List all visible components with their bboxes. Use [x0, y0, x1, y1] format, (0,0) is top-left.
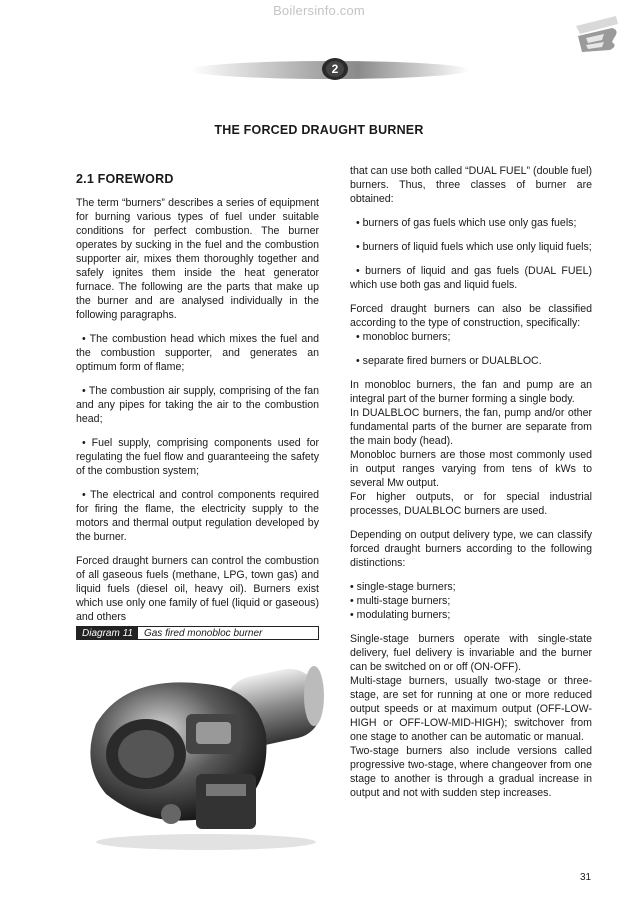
output-delivery-paragraph: Depending on output delivery type, we can classify forced draught burners according to the following distinctions:: [350, 529, 592, 569]
list-item: • multi-stage burners;: [350, 595, 451, 607]
brand-logo-icon: [572, 12, 622, 54]
list-item: • The combustion air supply, comprising of the fan and any pipes for taking the air to the combustion head;: [76, 385, 319, 425]
diagram-number: Diagram 11: [77, 627, 138, 639]
list-item: • Fuel supply, comprising components used for regulating the fuel flow and guaranteeing the safety of the combustion system;: [76, 437, 319, 477]
list-item: • monobloc burners;: [356, 331, 451, 343]
list-item: • burners of liquid fuels which use only liquid fuels;: [356, 241, 592, 253]
dual-fuel-paragraph: that can use both called “DUAL FUEL” (double fuel) burners. Thus, three classes of burner are obtained:: [350, 165, 592, 205]
fuels-paragraph: Forced draught burners can control the combustion of all gaseous fuels (methane, LPG, town gas) and liquid fuels (diesel oil, heavy oil). Burners exist which use only one family of fuel (liquid or gaseous) and others: [76, 555, 319, 623]
diagram-caption: [76, 626, 319, 640]
list-item: • burners of gas fuels which use only gas fuels;: [356, 217, 577, 229]
monobloc-paragraphs: [350, 378, 592, 518]
burner-classes-list: [350, 216, 592, 292]
multi-stage-text: Multi-stage burners, usually two-stage or three-stage, are set for running at one or more reduced output speeds or at maximum output (OFF-LOW-HIGH or OFF-LOW-MID-HIGH); switchover from one stage to another can be automatic or manual.: [350, 675, 592, 743]
construction-paragraph: Forced draught burners can also be classified according to the type of construction, specifically:: [350, 303, 592, 329]
single-stage-text: Single-stage burners operate with single-state delivery, fuel delivery is invariable and the burner can be switched on or off (ON-OFF).: [350, 633, 592, 673]
industrial-text: For higher outputs, or for special industrial processes, DUALBLOC burners are used.: [350, 491, 592, 517]
foreword-heading: 2.1 FOREWORD: [76, 172, 174, 186]
list-item: • modulating burners;: [350, 609, 451, 621]
dualbloc-text: In DUALBLOC burners, the fan, pump and/or other fundamental parts of the burner are separate from the main body (head).: [350, 407, 592, 447]
output-range-text: Monobloc burners are those most commonly used in output ranges varying from tens of kWs to several Mw output.: [350, 449, 592, 489]
list-item: • separate fired burners or DUALBLOC.: [356, 355, 542, 367]
diagram-title: Gas fired monobloc burner: [143, 628, 263, 639]
two-stage-text: Two-stage burners also include versions called progressive two-stage, where changeover from one stage to another is through a gradual increase in output and not with sudden step increases.: [350, 745, 592, 799]
burner-parts-list: [76, 332, 319, 544]
list-item: • single-stage burners;: [350, 581, 456, 593]
list-item: • The combustion head which mixes the fuel and the combustion supporter, and generates an optimum form of flame;: [76, 333, 319, 373]
stage-types-list: [350, 580, 592, 622]
burner-image: [66, 644, 336, 854]
page-number: 31: [580, 872, 592, 883]
foreword-paragraph: The term “burners” describes a series of equipment for burning various types of fuel under suitable conditions for perfect combustion. The burner operates by sucking in the fuel and the combustion supporter air, mixes them thoroughly together and safely ignites them inside the heat generator furnace. The following are the parts that make up the burner and are analysed individually in the following paragraphs.: [76, 197, 319, 321]
chapter-number: 2: [331, 62, 339, 76]
watermark-text: Boilersinfo.com: [273, 3, 365, 18]
right-column: [350, 164, 592, 800]
list-item: • burners of liquid and gas fuels (DUAL FUEL) which use both gas and liquid fuels.: [350, 265, 592, 291]
list-item: • The electrical and control components required for firing the flame, the electricity supply to the motors and thermal output regulation developed by the burner.: [76, 489, 319, 543]
construction-list: [350, 330, 592, 368]
chapter-band-graphic: [170, 54, 470, 84]
left-column: [76, 172, 319, 634]
monobloc-text: In monobloc burners, the fan and pump are an integral part of the burner forming a single body.: [350, 379, 592, 405]
section-title: THE FORCED DRAUGHT BURNER: [214, 123, 424, 137]
